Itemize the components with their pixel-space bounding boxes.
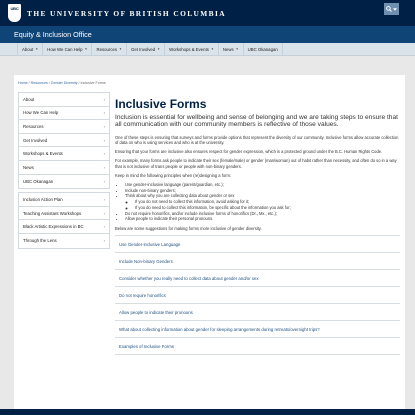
sidebar-item-workshops-and-events[interactable] xyxy=(19,147,109,161)
accordion-toggle-use-gender-inclusive-language[interactable] xyxy=(115,236,400,253)
nav-item-label: Workshops & Events xyxy=(169,46,209,52)
chevron-right-icon: › xyxy=(103,210,105,216)
accordion-toggle-allow-people-to-indicate-their-pronouns[interactable] xyxy=(115,304,400,321)
chevron-down-icon: ▼ xyxy=(210,47,214,51)
nav-item-about[interactable] xyxy=(17,43,43,55)
sidebar-item-label: Black Artistic Expressions in BC xyxy=(23,224,84,230)
sidebar-item-label: UBC Okanagan xyxy=(23,178,54,184)
sidebar-item-label: Workshops & Events xyxy=(23,151,63,157)
chevron-right-icon: › xyxy=(103,224,105,230)
principle-item: • Use gender-inclusive language (parent/guardian, etc.); xyxy=(125,182,400,188)
chevron-right-icon: › xyxy=(103,123,105,129)
nav-item-ubc-okanagan[interactable] xyxy=(244,43,283,55)
sidebar-item-teaching-assistant-workshops[interactable] xyxy=(19,207,109,221)
unit-bar xyxy=(0,26,415,43)
principle-item: • Think about why you are collecting data about gender or sex xyxy=(125,193,400,199)
page-title: Inclusive Forms xyxy=(115,97,207,111)
chevron-right-icon: › xyxy=(103,137,105,143)
intro-paragraph: One of these steps is ensuring that surveys and forms provide options that represent the diversity of our community. Inclusive forms allow accurate collection of data on who is using services and who is at the university. xyxy=(115,134,399,146)
sidebar-item-get-involved[interactable] xyxy=(19,134,109,148)
nav-item-label: Resources xyxy=(96,46,118,52)
sidebar-item-label: Resources xyxy=(23,123,44,129)
sidebar-item-label: News xyxy=(23,164,34,170)
nav-item-label: Get Involved xyxy=(131,46,156,52)
breadcrumb-separator: / xyxy=(27,81,31,85)
chevron-right-icon: › xyxy=(103,151,105,157)
sidebar-group-main xyxy=(18,92,110,189)
sidebar-item-through-the-lens[interactable] xyxy=(19,234,109,248)
breadcrumb xyxy=(18,81,106,85)
chevron-right-icon: › xyxy=(103,164,105,170)
suggestions-accordion xyxy=(115,235,400,355)
ubc-logo[interactable] xyxy=(8,4,21,22)
chevron-down-icon: ▼ xyxy=(157,47,161,51)
human-rights-paragraph: Ensuring that your forms are inclusive also ensures respect for gender expression, which is a protected ground under the B.C. Human Rights Code. xyxy=(115,149,383,155)
chevron-down-icon: ▼ xyxy=(35,47,39,51)
sidebar-item-ubc-okanagan[interactable] xyxy=(19,175,109,189)
chevron-down-icon: ▼ xyxy=(84,47,88,51)
sidebar-item-resources[interactable] xyxy=(19,120,109,134)
logo-text: UBC xyxy=(10,6,19,11)
principle-item: • Allow people to indicate their personal pronouns. xyxy=(125,216,400,222)
nav-item-resources[interactable] xyxy=(92,43,127,55)
sidebar-item-label: How We Can Help xyxy=(23,110,59,116)
example-paragraph: For example, many forms ask people to indicate their sex (female/male) or gender (man/woman) out of habit rather than necessity, and often do so in a way that is not inclusive of trans people or people with non-binary genders. xyxy=(115,158,397,169)
suggestions-intro: Below are some suggestions for making forms more inclusive of gender diversity. xyxy=(115,225,262,231)
breadcrumb-item-inclusive-forms: Inclusive Forms xyxy=(80,81,106,85)
accordion-label: Allow people to indicate their pronouns xyxy=(119,309,193,315)
chevron-right-icon: › xyxy=(103,96,105,102)
principle-item: • Include non-binary genders; xyxy=(125,188,400,194)
chevron-right-icon: › xyxy=(103,196,105,202)
accordion-toggle-include-non-binary-genders[interactable] xyxy=(115,253,400,270)
breadcrumb-separator: / xyxy=(47,81,51,85)
sidebar-item-label: Teaching Assistant Workshops xyxy=(23,210,82,216)
university-name[interactable]: THE UNIVERSITY OF BRITISH COLUMBIA xyxy=(27,8,226,18)
sidebar-item-inclusion-action-plan[interactable] xyxy=(19,193,109,207)
sidebar-item-label: Inclusion Action Plan xyxy=(23,196,63,202)
principles-list xyxy=(121,182,400,222)
accordion-toggle-examples-of-inclusive-forms[interactable] xyxy=(115,338,400,355)
principle-item: ◦ If you do need to collect this information, be specific about the information you ask for; xyxy=(135,205,400,211)
search-toggle-button[interactable] xyxy=(384,3,399,15)
breadcrumb-item-gender-diversity[interactable]: Gender Diversity xyxy=(50,81,78,85)
accordion-toggle-do-not-require-honorifics[interactable] xyxy=(115,287,400,304)
unit-title[interactable]: Equity & Inclusion Office xyxy=(14,30,92,39)
nav-item-label: UBC Okanagan xyxy=(247,46,278,52)
sidebar-item-about[interactable] xyxy=(19,93,109,107)
principle-item: ◦ If you do not need to collect this information, avoid asking for it; xyxy=(135,199,400,205)
sidebar-item-news[interactable] xyxy=(19,161,109,175)
nav-item-news[interactable] xyxy=(219,43,244,55)
nav-item-workshops-and-events[interactable] xyxy=(165,43,219,55)
principles-intro: Keep in mind the following principles when (re)designing a form: xyxy=(115,172,232,178)
chevron-down-icon: ▼ xyxy=(235,47,239,51)
main-nav xyxy=(0,43,415,56)
nav-item-label: About xyxy=(22,46,34,52)
lead-paragraph: Inclusion is essential for wellbeing and sense of belonging and we are taking steps to ensure that all communication with our community members is reflective of those values. xyxy=(115,114,398,129)
sidebar-item-label: Get Involved xyxy=(23,137,48,143)
chevron-down-icon xyxy=(393,8,397,11)
chevron-down-icon: ▼ xyxy=(119,47,122,51)
accordion-label: Examples of Inclusive Forms xyxy=(119,343,174,349)
accordion-label: Do not require honorifics xyxy=(119,292,166,298)
nav-item-how-we-can-help[interactable] xyxy=(43,43,92,55)
accordion-toggle-what-about-collecting-information-about-[interactable] xyxy=(115,321,400,338)
accordion-label: What about collecting information about gender for sleeping arrangements during retreats/overnight trips? xyxy=(119,326,320,332)
breadcrumb-separator: / xyxy=(77,81,81,85)
accordion-label: Include Non-binary Genders xyxy=(119,258,173,264)
chevron-right-icon: › xyxy=(103,110,105,116)
accordion-label: Use Gender-inclusive Language xyxy=(119,241,181,247)
breadcrumb-item-resources[interactable]: Resources xyxy=(30,81,48,85)
nav-item-label: How We Can Help xyxy=(47,46,83,52)
chevron-right-icon: › xyxy=(103,238,105,244)
footer-strip xyxy=(0,409,415,415)
sidebar-nav xyxy=(18,92,110,252)
accordion-label: Consider whether you really need to collect data about gender and/or sex xyxy=(119,275,259,281)
breadcrumb-item-home[interactable]: Home xyxy=(18,81,28,85)
content-wrapper xyxy=(14,75,405,415)
sidebar-group-secondary xyxy=(18,192,110,248)
sidebar-item-label: About xyxy=(23,96,35,102)
main-content xyxy=(115,97,400,355)
sidebar-item-how-we-can-help[interactable] xyxy=(19,107,109,121)
nav-item-label: News xyxy=(222,46,234,52)
chevron-right-icon: › xyxy=(103,178,105,184)
principle-item: • Do not require honorifics, and/or include inclusive forms of honorifics (Dr., Mx., etc.); xyxy=(125,211,400,217)
brand-bar xyxy=(0,0,415,26)
accordion-toggle-consider-whether-you-really-need-to-coll[interactable] xyxy=(115,270,400,287)
sidebar-item-label: Through the Lens xyxy=(23,238,57,244)
nav-item-get-involved[interactable] xyxy=(127,43,165,55)
search-icon xyxy=(386,6,392,12)
sidebar-item-black-artistic-expressions-in-bc[interactable] xyxy=(19,220,109,234)
